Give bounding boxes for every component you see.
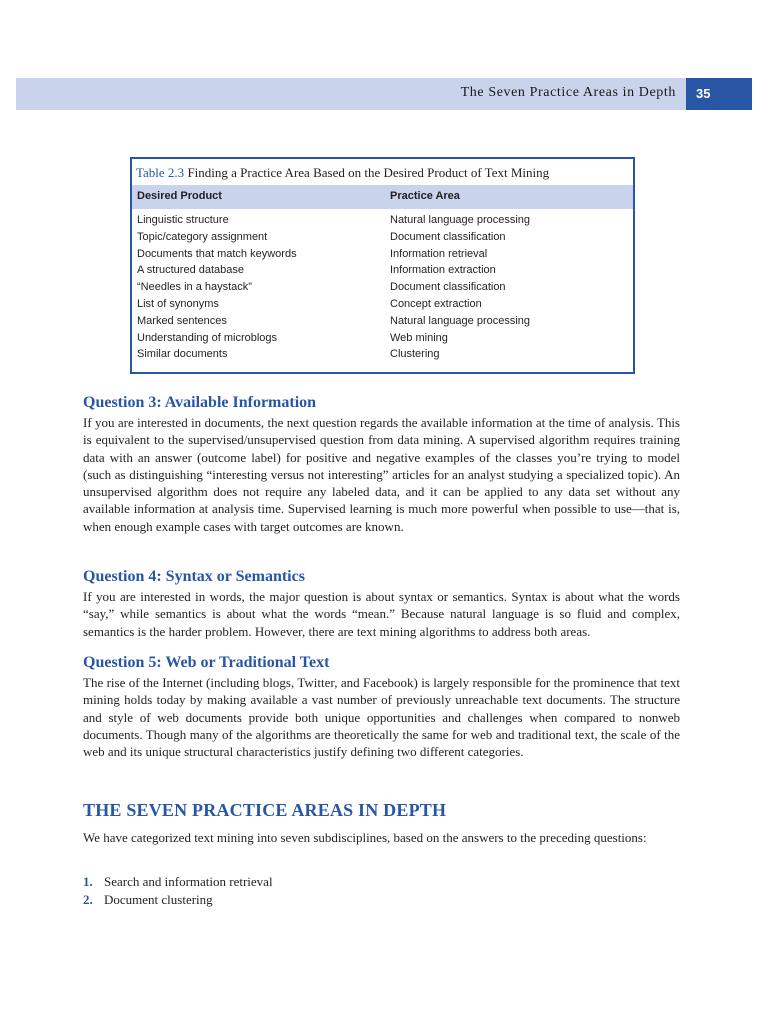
list-item: [83, 891, 273, 909]
cell-practice-area: Document classification: [390, 281, 506, 294]
cell-practice-area: Information extraction: [390, 264, 496, 277]
table-row: [132, 298, 633, 315]
question-5-heading: Question 5: Web or Traditional Text: [83, 654, 330, 671]
table-row: [132, 214, 633, 231]
question-3-body: If you are interested in documents, the next question regards the available information at the time of analysis. This is equivalent to the supervised/unsupervised question from data mining. A supervised algorithm requires training data with an answer (outcome label) for positive and negative examples of the classes you’re trying to model (such as distinguishing “interesting versus not interesting” articles for an analyst studying a specialized topic). An unsupervised algorithm does not require any labeled data, and it can be applied to any data set without any available information at analysis time. Supervised learning is much more powerful when possible to use—that is, when enough example cases with target outcomes are known.: [83, 415, 680, 534]
cell-desired-product: A structured database: [137, 264, 245, 277]
page-number: 35: [696, 86, 711, 101]
cell-desired-product: List of synonyms: [137, 297, 219, 310]
practice-areas-list: [83, 873, 273, 908]
question-3-heading: Question 3: Available Information: [83, 394, 317, 411]
cell-desired-product: “Needles in a haystack”: [137, 281, 252, 294]
section-heading: THE SEVEN PRACTICE AREAS IN DEPTH: [83, 800, 447, 820]
cell-practice-area: Concept extraction: [390, 297, 482, 310]
list-text: Document clustering: [104, 891, 213, 907]
table-row: [132, 281, 633, 298]
table-number: Table 2.3: [136, 165, 185, 180]
table-caption: [136, 165, 549, 181]
cell-desired-product: Similar documents: [137, 348, 228, 361]
running-title: The Seven Practice Areas in Depth: [460, 85, 676, 100]
table-row: [132, 248, 633, 265]
column-header-practice-area: Practice Area: [390, 190, 460, 202]
list-text: Search and information retrieval: [104, 874, 273, 889]
table-body: [132, 214, 633, 365]
cell-practice-area: Information retrieval: [390, 247, 488, 260]
list-number: 1.: [83, 874, 93, 889]
table-row: [132, 264, 633, 281]
cell-practice-area: Clustering: [390, 348, 440, 361]
table-row: [132, 315, 633, 332]
section-intro: We have categorized text mining into seven subdisciplines, based on the answers to the preceding questions:: [83, 830, 647, 845]
table-2-3: [130, 157, 635, 374]
page-number-box: [686, 78, 752, 110]
cell-desired-product: Topic/category assignment: [137, 230, 268, 243]
question-5-body: The rise of the Internet (including blogs, Twitter, and Facebook) is largely responsible for the prominence that text mining holds today by making available a vast number of previously unreachable text documents. The structure and style of web documents provide both unique opportunities and challenges when compared to nonweb documents. Though many of the algorithms are theoretically the same for web and traditional text, the scale of the web and its unique structural characteristics justify defining two different categories.: [83, 675, 680, 760]
cell-desired-product: Understanding of microblogs: [137, 331, 278, 344]
cell-practice-area: Natural language processing: [390, 214, 531, 226]
cell-desired-product: Linguistic structure: [137, 214, 229, 226]
table-header-row: [132, 185, 633, 209]
list-number: 2.: [83, 891, 93, 907]
list-item: [83, 873, 273, 891]
running-header-bar: [16, 78, 686, 110]
question-4-heading: Question 4: Syntax or Semantics: [83, 568, 305, 585]
cell-practice-area: Document classification: [390, 230, 506, 243]
column-header-desired-product: Desired Product: [137, 190, 222, 202]
question-4-body: If you are interested in words, the major question is about syntax or semantics. Syntax is about what the words “say,” while semantics is about what the words “mean.” Because natural language is so fluid and complex, semantics is the harder problem. However, there are text mining algorithms to address both areas.: [83, 589, 680, 639]
table-row: [132, 231, 633, 248]
table-row: [132, 348, 633, 365]
table-row: [132, 332, 633, 349]
cell-practice-area: Web mining: [390, 331, 448, 344]
table-title: Finding a Practice Area Based on the Desired Product of Text Mining: [187, 165, 550, 180]
cell-desired-product: Documents that match keywords: [137, 247, 297, 260]
cell-desired-product: Marked sentences: [137, 314, 227, 327]
cell-practice-area: Natural language processing: [390, 314, 531, 327]
